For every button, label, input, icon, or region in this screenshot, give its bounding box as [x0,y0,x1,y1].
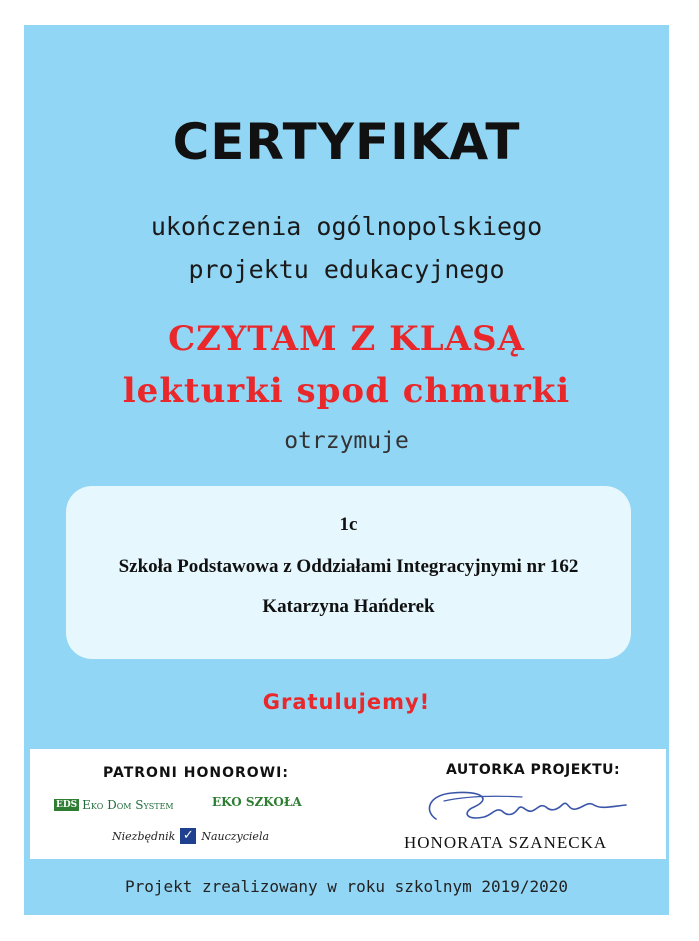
eds-logo-text: Eko Dom System [82,798,174,812]
subtitle-line-2: projektu edukacyjnego [188,255,505,284]
author-signature [422,781,632,829]
project-name-line-2: lekturki spod chmurki [122,371,571,411]
recipient-box [66,486,631,659]
project-name-line-1: CZYTAM Z KLASĄ [168,319,525,359]
niezbednik-nauczyciela-logo [112,828,269,844]
school-year-note: Projekt zrealizowany w roku szkolnym 2019/2020 [124,877,569,896]
nauczyciela-text: Nauczyciela [201,829,270,843]
author-name: HONORATA SZANECKA [404,833,608,852]
recipient-class: 1c [339,514,358,535]
recipient-teacher: Katarzyna Hańderek [262,596,435,617]
eko-szkola-logo: EKO SZKOŁA [212,795,302,809]
subtitle-line-1: ukończenia ogólnopolskiego [150,212,543,241]
eko-dom-system-logo [54,798,174,812]
niezbednik-text: Niezbędnik [112,829,176,843]
checkmark-icon: ✓ [180,828,196,844]
receives-label: otrzymuje [284,428,409,454]
certificate-title: CERTYFIKAT [172,113,521,171]
project-name [24,313,669,417]
patrons-label: PATRONI HONOROWI: [103,765,289,781]
recipient-school: Szkoła Podstawowa z Oddziałami Integracyjnymi nr 162 [118,556,579,577]
congratulations-text: Gratulujemy! [262,690,431,714]
certificate-subtitle [24,205,669,291]
footer-panel [30,749,666,859]
author-label: AUTORKA PROJEKTU: [446,762,621,778]
certificate-sheet [24,25,669,915]
eds-mark: EDS [56,800,78,810]
